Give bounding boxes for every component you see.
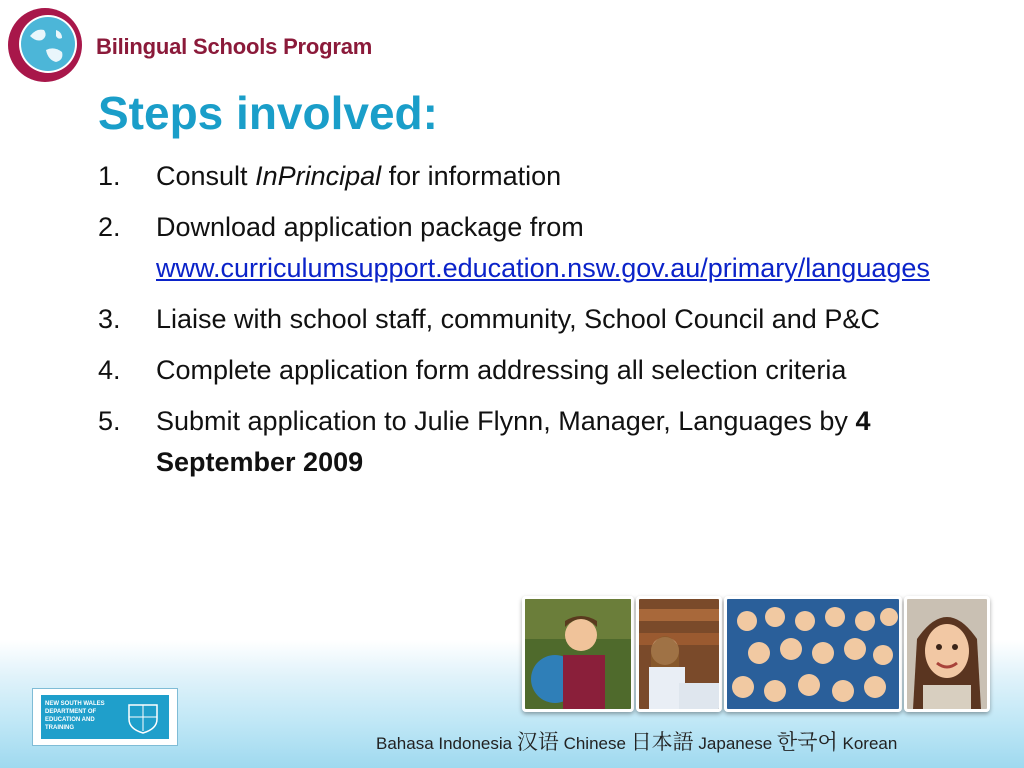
step-text: Consult [156,161,256,191]
step-number: 1. [98,161,121,191]
nsw-crest-icon [123,699,163,735]
step-item [98,207,958,289]
language-english-label: Chinese [563,734,626,753]
step-number: 2. [98,212,121,242]
step-item [98,156,958,197]
step-text: Complete application form addressing all selection criteria [156,355,847,385]
language-english-label: Japanese [698,734,773,753]
language-native-label: 日本語 [630,730,694,754]
department-name: NEW SOUTH WALES DEPARTMENT OF EDUCATION AND TRAINING [45,701,105,731]
deadline-date: 4 September 2009 [156,406,871,477]
curriculum-support-link[interactable]: www.curriculumsupport.education.nsw.gov.au/primary/languages [156,253,930,283]
languages-strip [376,726,897,756]
step-item [98,401,958,483]
program-name: Bilingual Schools Program [96,34,373,59]
slide-title: Steps involved: [98,87,438,139]
language-english-label: Bahasa Indonesia [376,734,513,753]
step-emphasis: InPrincipal [255,161,382,191]
language-english-label: Korean [842,734,898,753]
step-text: Liaise with school staff, community, School Council and P&C [156,304,880,334]
student-photo-girl-library [636,596,722,712]
student-photo-boy [522,596,634,712]
student-photo-smiling-girl [904,596,990,712]
bilingual-schools-logo [6,6,84,84]
step-text: Submit application to Julie Flynn, Manager, Languages by [156,406,856,436]
steps-list [98,156,958,493]
language-native-label: 한국어 [776,730,838,754]
step-number: 4. [98,355,121,385]
language-native-label: 汉语 [516,730,559,754]
students-group-photo [724,596,902,712]
step-item [98,299,958,340]
step-number: 5. [98,406,121,436]
step-number: 3. [98,304,121,334]
step-item [98,350,958,391]
step-text: Download application package from [156,212,584,242]
step-text: for information [381,161,562,191]
nsw-department-logo [32,688,178,746]
